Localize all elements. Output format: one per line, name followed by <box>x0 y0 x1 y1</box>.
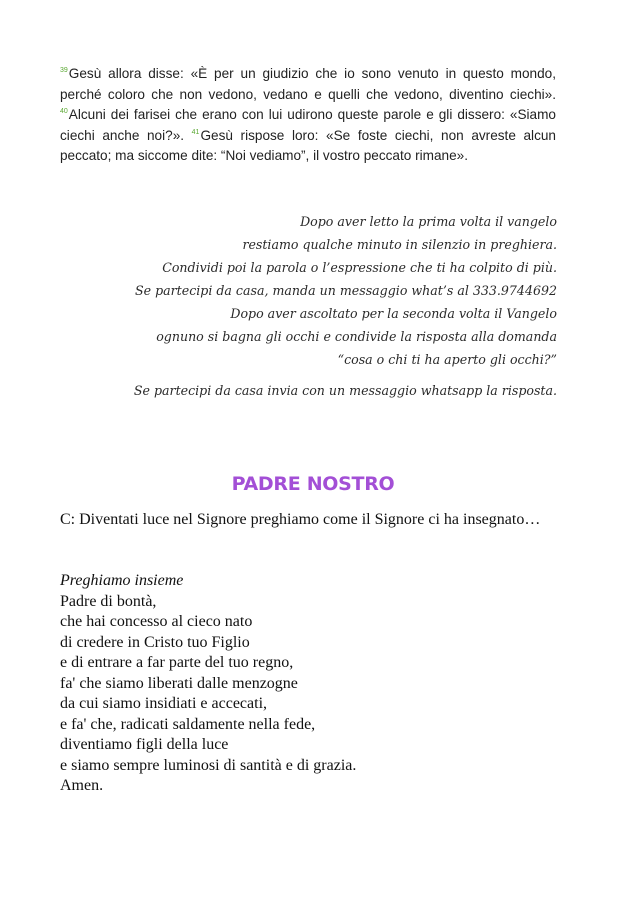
prayer-amen: Amen. <box>60 777 104 794</box>
prayer-line: fa' che siamo liberati dalle menzogne <box>60 674 298 692</box>
instruction-line: Se partecipi da casa invia con un messaggio whatsapp la risposta. <box>133 383 557 398</box>
prayer-line: e di entrare a far parte del tuo regno, <box>60 654 294 671</box>
prayer-text <box>60 571 560 797</box>
prayer-line: Padre di bontà, <box>60 592 157 610</box>
celebrant-invitation: C: Diventati luce nel Signore preghiamo come il Signore ci ha insegnato… <box>60 511 541 528</box>
verse-40-text: Alcuni dei farisei che erano con lui udirono queste parole e gli dissero: «Siamo ciechi anche noi?». <box>60 107 556 143</box>
prayer-line: che hai concesso al cieco nato <box>60 613 253 630</box>
prayer-line: di credere in Cristo tuo Figlio <box>60 633 250 651</box>
gospel-passage <box>60 64 556 167</box>
instruction-line: ognuno si bagna gli occhi e condivide la risposta alla domanda <box>156 329 557 344</box>
instruction-line: Dopo aver ascoltato per la seconda volta il Vangelo <box>230 306 557 321</box>
prayer-line: diventiamo figli della luce <box>60 736 229 753</box>
verse-number-41: 41 <box>191 128 200 136</box>
instructions-block <box>77 210 557 402</box>
prayer-line: e fa' che, radicati saldamente nella fede, <box>60 715 316 733</box>
instruction-question: “cosa o chi ti ha aperto gli occhi?” <box>337 352 557 367</box>
verse-number-40: 40 <box>60 108 68 116</box>
prayer-line: da cui siamo insidiati e accecati, <box>60 695 268 712</box>
instruction-line: Condividi poi la parola o l’espressione che ti ha colpito di più. <box>162 260 557 275</box>
prayer-intro: Preghiamo insieme <box>60 572 184 589</box>
prayer-line: e siamo sempre luminosi di santità e di grazia. <box>60 756 357 774</box>
instruction-line: restiamo qualche minuto in silenzio in preghiera. <box>242 237 557 252</box>
verse-41-text: Gesù rispose loro: «Se foste ciechi, non avreste alcun peccato; ma siccome dite: “Noi vediamo”, il vostro peccato rimane». <box>60 127 556 163</box>
instruction-line: Se partecipi da casa, manda un messaggio what’s al 333.9744692 <box>135 283 557 298</box>
verse-39-text: Gesù allora disse: «È per un giudizio che io sono venuto in questo mondo, perché coloro che non vedono, vedano e quelli che vedono, diventino ciechi». <box>60 66 556 102</box>
instruction-line: Dopo aver letto la prima volta il vangelo <box>300 214 557 229</box>
section-title: PADRE NOSTRO <box>231 473 395 495</box>
verse-number-39: 39 <box>60 67 68 75</box>
